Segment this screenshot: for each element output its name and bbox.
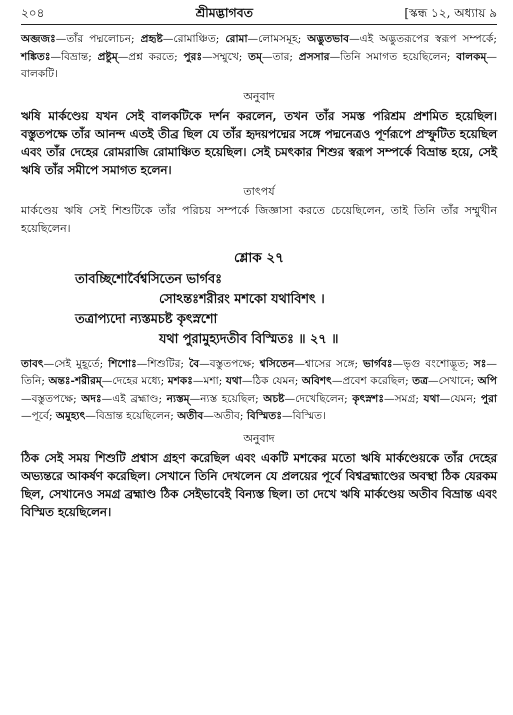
- synonym-meaning: —প্রবেশ করেছিল;: [331, 375, 413, 387]
- synonym-meaning: —প্রশ্ন করতে;: [117, 50, 184, 63]
- synonym-term: যথা: [225, 375, 242, 387]
- synonym-term: শিশোঃ: [108, 357, 137, 370]
- synonym-term: বালকম্: [456, 50, 487, 63]
- page-number: ২০৪: [21, 6, 45, 20]
- synonym-meaning: —সেখানে;: [427, 375, 478, 387]
- synonyms-verse-27: [21, 356, 497, 426]
- synonym-meaning: —বস্তুতপক্ষে;: [21, 392, 82, 405]
- synonym-meaning: —সম্মুখে;: [202, 50, 249, 63]
- synonym-meaning: —ন্যস্ত হয়েছিল;: [189, 392, 264, 405]
- verse-line: সোঽন্তঃশরীরং মশকো যথাবিশৎ ।: [159, 291, 325, 307]
- synonym-term: শঙ্কিতঃ: [21, 50, 51, 63]
- synonym-meaning: —ভৃগু বংশোদ্ভূত;: [392, 357, 474, 370]
- synonym-meaning: —তাঁর পদ্মলোচন;: [55, 33, 141, 45]
- synonym-meaning: —তিনি সমাগত হয়েছিলেন;: [329, 50, 457, 63]
- synonym-term: তম্: [248, 50, 262, 63]
- synonym-meaning: —বিভ্রান্ত;: [50, 50, 98, 63]
- synonym-meaning: —পূর্বে;: [21, 410, 56, 422]
- synonym-term: যথা: [423, 392, 440, 405]
- synonym-term: প্রসসার: [298, 50, 330, 63]
- header-rule: [21, 24, 497, 25]
- chapter-reference: [স্কন্ধ ১২, অধ্যায় ৯: [404, 6, 497, 20]
- synonym-meaning: —অতীব;: [203, 410, 247, 422]
- synonym-term: ভার্গবঃ: [363, 357, 393, 370]
- synonym-meaning: —সমগ্র;: [383, 392, 424, 405]
- synonym-meaning: —যেমন;: [439, 392, 481, 405]
- synonym-meaning: —দেহের মধ্যে;: [101, 375, 168, 387]
- translation-heading: অনুবাদ: [243, 89, 275, 103]
- synonym-term: পুরা: [480, 392, 497, 405]
- synonym-meaning: —মশা;: [192, 375, 226, 387]
- synonym-meaning: —লোমসমূহ;: [247, 33, 308, 45]
- synonym-term: সঃ: [473, 357, 487, 370]
- synonym-term: মশকঃ: [167, 375, 193, 387]
- synonym-term: অমুহ্যৎ: [55, 410, 86, 422]
- synonym-term: অবিশৎ: [301, 375, 332, 387]
- synonyms-verse-26: [21, 31, 497, 84]
- synonym-term: প্রহৃষ্ট: [140, 33, 163, 45]
- translation-heading: অনুবাদ: [243, 431, 275, 445]
- verse-line: তাবচ্ছিশোর্বৈশ্বসিতেন ভার্গবঃ: [75, 271, 222, 287]
- synonym-term: রোমা: [225, 33, 248, 45]
- synonym-meaning: —এই অদ্ভুতরূপের স্বরূপ সম্পর্কে;: [349, 33, 498, 45]
- synonym-term: অপি: [477, 375, 497, 387]
- translation-verse-26: ঋষি মার্কণ্ডেয় যখন সেই বালকটিকে দর্শন করলেন, তখন তাঁর সমস্ত পরিশ্রম প্রশমিত হয়েছিল। বস্তুতপক্ষে তাঁর আনন্দ এতই তীব্র ছিল যে তাঁর হৃদয়পদ্মের সঙ্গে পদ্মনেত্রও পূর্ণরূপে প্রস্ফুটিত হয়েছিল এবং তাঁর দেহের রোমরাজি রোমাঞ্চিত হয়েছিল। সেই চমৎকার শিশুর স্বরূপ সম্পর্কে বিভ্রান্ত হয়ে, সেই ঋষি তাঁর সমীপে সমাগত হলেন।: [21, 108, 497, 177]
- synonym-term: বিস্মিতঃ: [246, 410, 283, 422]
- synonym-meaning: —বস্তুতপক্ষে;: [199, 357, 260, 370]
- synonym-term: তত্র: [412, 375, 428, 387]
- page-header: [21, 4, 497, 22]
- translation-verse-27: ঠিক সেই সময় শিশুটি প্রশ্বাস গ্রহণ করেছিল এবং একটি মশকের মতো ঋষি মার্কণ্ডেয়কে তাঁর দেহের অভ্যন্তরে আকর্ষণ করেছিল। সেখানে তিনি দেখলেন যে প্রলয়ের পূর্বে বিশ্বব্রহ্মাণ্ডের অবস্থা ঠিক যেরকম ছিল, সেখানেও সমগ্র ব্রহ্মাণ্ড ঠিক সেইভাবেই বিন্যস্ত ছিল। তা দেখে ঋষি মার্কণ্ডেয় অতীব বিভ্রান্ত এবং বিস্মিত হয়েছিলেন।: [21, 450, 497, 519]
- purport-verse-26: মার্কণ্ডেয় ঋষি সেই শিশুটিকে তাঁর পরিচয় সম্পর্কে জিজ্ঞাসা করতে চেয়েছিলেন, তাই তিনি তাঁর সম্মুখীন হয়েছিলেন।: [21, 203, 497, 235]
- synonym-term: অদঃ: [81, 392, 102, 405]
- synonym-meaning: —দেখেছিলেন;: [284, 392, 353, 405]
- synonym-meaning: —শ্বাসের সঙ্গে;: [294, 357, 364, 370]
- synonym-meaning: —তার;: [261, 50, 299, 63]
- synonym-term: পুরঃ: [183, 50, 203, 63]
- synonym-term: তাবৎ: [21, 357, 44, 370]
- synonym-term: কৃৎস্নশঃ: [352, 392, 384, 405]
- synonym-meaning: —বালকটি।: [21, 50, 497, 80]
- verse-title: শ্লোক ২৭: [234, 249, 284, 266]
- synonym-meaning: —সেই মুহূর্তে;: [43, 357, 109, 370]
- sanskrit-verse: [21, 270, 497, 350]
- synonym-meaning: —শিশুটির;: [136, 357, 189, 370]
- synonym-term: শ্বসিতেন: [259, 357, 295, 370]
- synonym-meaning: —বিস্মিত।: [282, 410, 326, 422]
- synonym-meaning: —ঠিক যেমন;: [241, 375, 302, 387]
- synonym-meaning: —রোমাঞ্চিত;: [162, 33, 226, 45]
- running-title: শ্রীমদ্ভাগবত: [195, 5, 254, 20]
- synonym-meaning: —এই ব্রহ্মাণ্ড;: [101, 392, 167, 405]
- synonym-term: অব্জজঃ: [21, 33, 56, 45]
- synonym-term: প্রষ্টুম্: [97, 50, 118, 63]
- purport-heading: তাৎপর্য: [243, 184, 275, 198]
- synonym-term: অদ্ভুতভাব: [307, 33, 350, 45]
- verse-line: তত্রাপ্যদো ন্যস্তমচষ্ট কৃৎস্নশো: [75, 311, 218, 327]
- synonym-term: অন্তঃ-শরীরম্: [48, 375, 102, 387]
- verse-line: যথা পুরামুহ্যদতীব বিস্মিতঃ ॥ ২৭ ॥: [159, 331, 339, 347]
- synonym-meaning: —তিনি;: [21, 357, 497, 387]
- synonym-meaning: —বিভ্রান্ত হয়েছিলেন;: [85, 410, 178, 422]
- synonym-term: বৈ: [188, 357, 200, 370]
- synonym-term: অতীব: [177, 410, 204, 422]
- synonym-term: অচষ্ট: [263, 392, 285, 405]
- synonym-term: ন্যস্তম্: [166, 392, 190, 405]
